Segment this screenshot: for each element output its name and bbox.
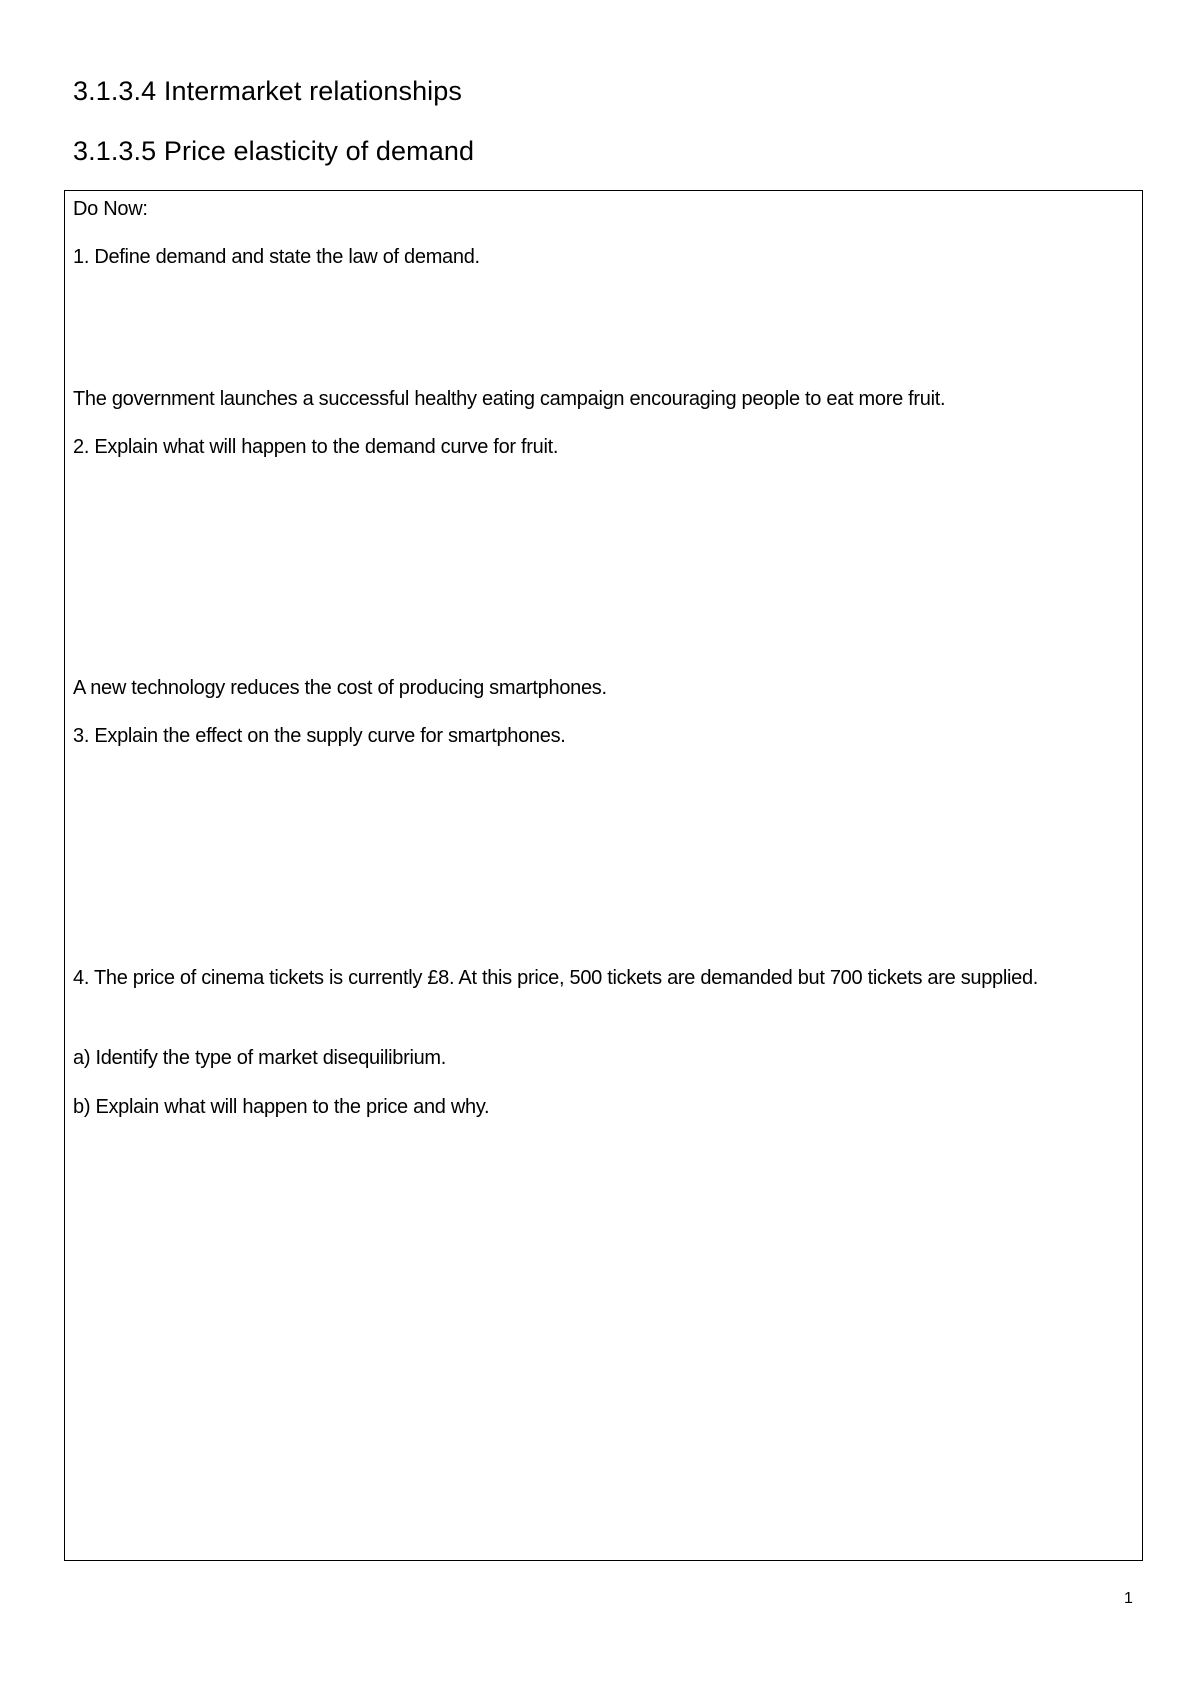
question-4a: a) Identify the type of market disequilibrium. bbox=[73, 1047, 447, 1069]
question-3-context: A new technology reduces the cost of producing smartphones. bbox=[73, 677, 607, 699]
question-2-context: The government launches a successful healthy eating campaign encouraging people to eat more fruit. bbox=[73, 388, 946, 410]
question-4: 4. The price of cinema tickets is currently £8. At this price, 500 tickets are demanded but 700 tickets are supplied. bbox=[73, 967, 1039, 989]
question-1: 1. Define demand and state the law of demand. bbox=[73, 246, 480, 268]
do-now-label: Do Now: bbox=[73, 198, 148, 220]
question-4b: b) Explain what will happen to the price and why. bbox=[73, 1096, 490, 1118]
section-heading-ped: 3.1.3.5 Price elasticity of demand bbox=[73, 136, 475, 166]
section-heading-intermarket: 3.1.3.4 Intermarket relationships bbox=[73, 76, 462, 106]
question-3: 3. Explain the effect on the supply curve for smartphones. bbox=[73, 725, 566, 747]
page-number: 1 bbox=[1124, 1590, 1133, 1607]
question-2: 2. Explain what will happen to the demand curve for fruit. bbox=[73, 436, 559, 458]
